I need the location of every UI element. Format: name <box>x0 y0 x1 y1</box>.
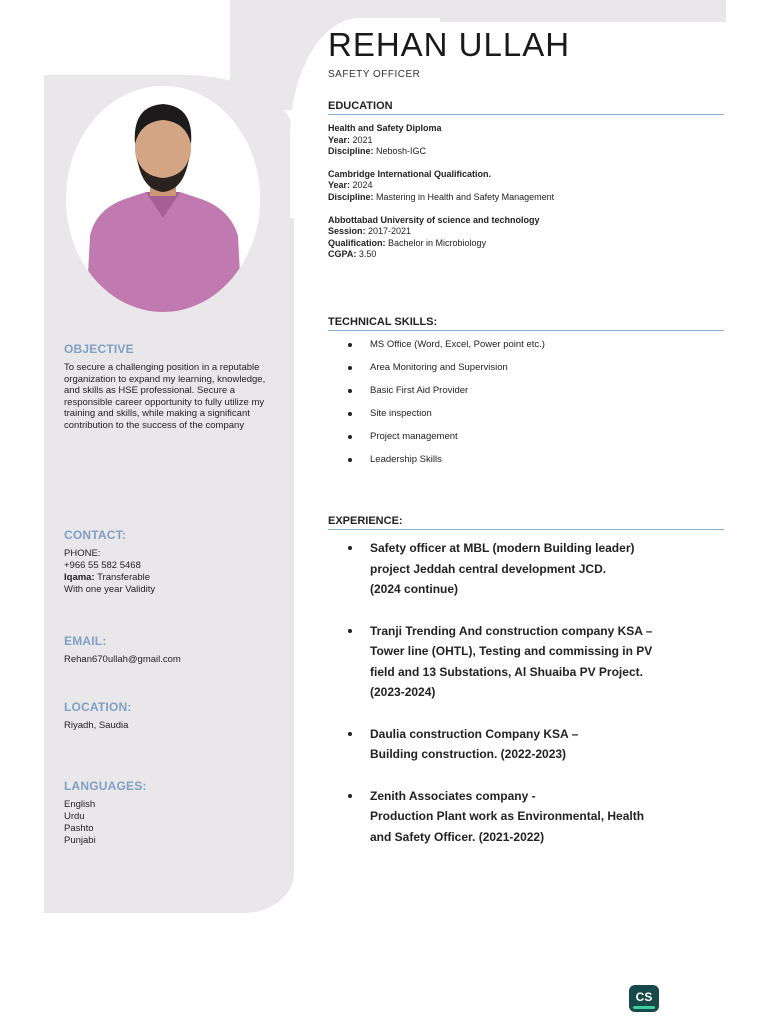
experience-line: (2023-2024) <box>370 685 436 699</box>
person-portrait <box>66 86 260 312</box>
location-heading: LOCATION: <box>64 700 132 714</box>
email-section <box>64 634 279 666</box>
experience-line: field and 13 Substations, Al Shuaiba PV Project. <box>370 664 643 679</box>
education-label: Year: <box>328 180 351 191</box>
experience-line: Daulia construction Company KSA – <box>370 726 579 741</box>
profile-photo <box>66 86 260 312</box>
skill-item: Area Monitoring and Supervision <box>348 362 724 374</box>
education-label: Qualification: <box>328 237 386 248</box>
education-title: Abbottabad University of science and technology <box>328 214 540 225</box>
contact-heading: CONTACT: <box>64 528 127 542</box>
language-item: Urdu <box>64 811 85 822</box>
experience-line: Safety officer at MBL (modern Building leader) <box>370 541 635 555</box>
phone-label: PHONE: <box>64 548 101 559</box>
iqama-line <box>64 572 279 584</box>
languages-heading: LANGUAGES: <box>64 779 147 793</box>
experience-line: Production Plant work as Environmental, Health <box>370 809 645 823</box>
experience-line: and Safety Officer. (2021-2022) <box>370 829 545 844</box>
experience-line: project Jeddah central development JCD. <box>370 561 607 576</box>
education-value: Bachelor in Microbiology <box>385 237 487 248</box>
education-label: Discipline: <box>328 191 374 202</box>
skill-item: Site inspection <box>348 408 724 420</box>
education-value: Mastering in Health and Safety Management <box>373 191 555 202</box>
education-entry <box>328 123 724 158</box>
experience-line: Tranji Trending And construction company KSA – <box>370 623 653 638</box>
experience-item <box>348 786 724 848</box>
skills-heading: TECHNICAL SKILLS: <box>328 316 724 331</box>
education-value: 3.50 <box>356 249 377 260</box>
language-item: English <box>64 799 96 810</box>
experience-line: Building construction. (2022-2023) <box>370 747 567 761</box>
phone-value: +966 55 582 5468 <box>64 560 141 571</box>
experience-line: Zenith Associates company - <box>370 788 536 803</box>
education-label: Session: <box>328 226 366 237</box>
iqama-value: Transferable <box>94 572 151 583</box>
location-value: Riyadh, Saudia <box>64 720 129 731</box>
candidate-name: REHAN ULLAH <box>328 26 571 63</box>
objective-section <box>64 342 279 432</box>
skill-item: Leadership Skills <box>348 454 724 466</box>
education-label: Year: <box>328 134 351 145</box>
language-item: Pashto <box>64 823 94 834</box>
experience-item <box>348 538 724 600</box>
skill-item: MS Office (Word, Excel, Power point etc.) <box>348 339 724 351</box>
education-label: Discipline: <box>328 146 374 157</box>
email-value: Rehan670ullah@gmail.com <box>64 654 181 665</box>
skills-list <box>328 339 724 466</box>
education-title: Health and Safety Diploma <box>328 123 442 133</box>
education-value: 2017-2021 <box>365 226 412 237</box>
education-value: Nebosh-IGC <box>373 146 427 157</box>
experience-line: (2024 continue) <box>370 582 459 596</box>
education-label: CGPA: <box>328 249 357 260</box>
experience-item <box>348 621 724 703</box>
experience-heading: EXPERIENCE: <box>328 515 724 530</box>
languages-section <box>64 779 279 847</box>
location-section <box>64 700 279 732</box>
camscanner-logo-icon: CS <box>629 985 659 1012</box>
education-value: 2021 <box>350 134 373 145</box>
skill-item: Project management <box>348 431 724 443</box>
objective-text: To secure a challenging position in a reputable organization to expand my learning, knowledge, and skills as HSE professional. Secure a responsible career opportunity to fully utilize my training and skills, while making a significant contribution to the success of the company <box>64 362 266 431</box>
experience-list <box>328 538 724 847</box>
iqama-label: Iqama: <box>64 572 95 583</box>
experience-section <box>328 515 724 868</box>
education-value: 2024 <box>350 180 373 191</box>
education-section <box>328 100 724 272</box>
education-heading: EDUCATION <box>328 100 724 115</box>
education-entry <box>328 169 724 204</box>
experience-item <box>348 724 724 765</box>
education-title: Cambridge International Qualification. <box>328 168 492 179</box>
education-entry <box>328 215 724 261</box>
experience-line: Tower line (OHTL), Testing and commissing in PV <box>370 644 653 658</box>
skills-section <box>328 316 724 477</box>
job-title: SAFETY OFFICER <box>328 69 421 80</box>
contact-section <box>64 528 279 596</box>
objective-heading: OBJECTIVE <box>64 342 134 356</box>
skill-item: Basic First Aid Provider <box>348 385 724 397</box>
validity-line: With one year Validity <box>64 584 156 595</box>
email-heading: EMAIL: <box>64 634 107 648</box>
language-item: Punjabi <box>64 835 96 846</box>
